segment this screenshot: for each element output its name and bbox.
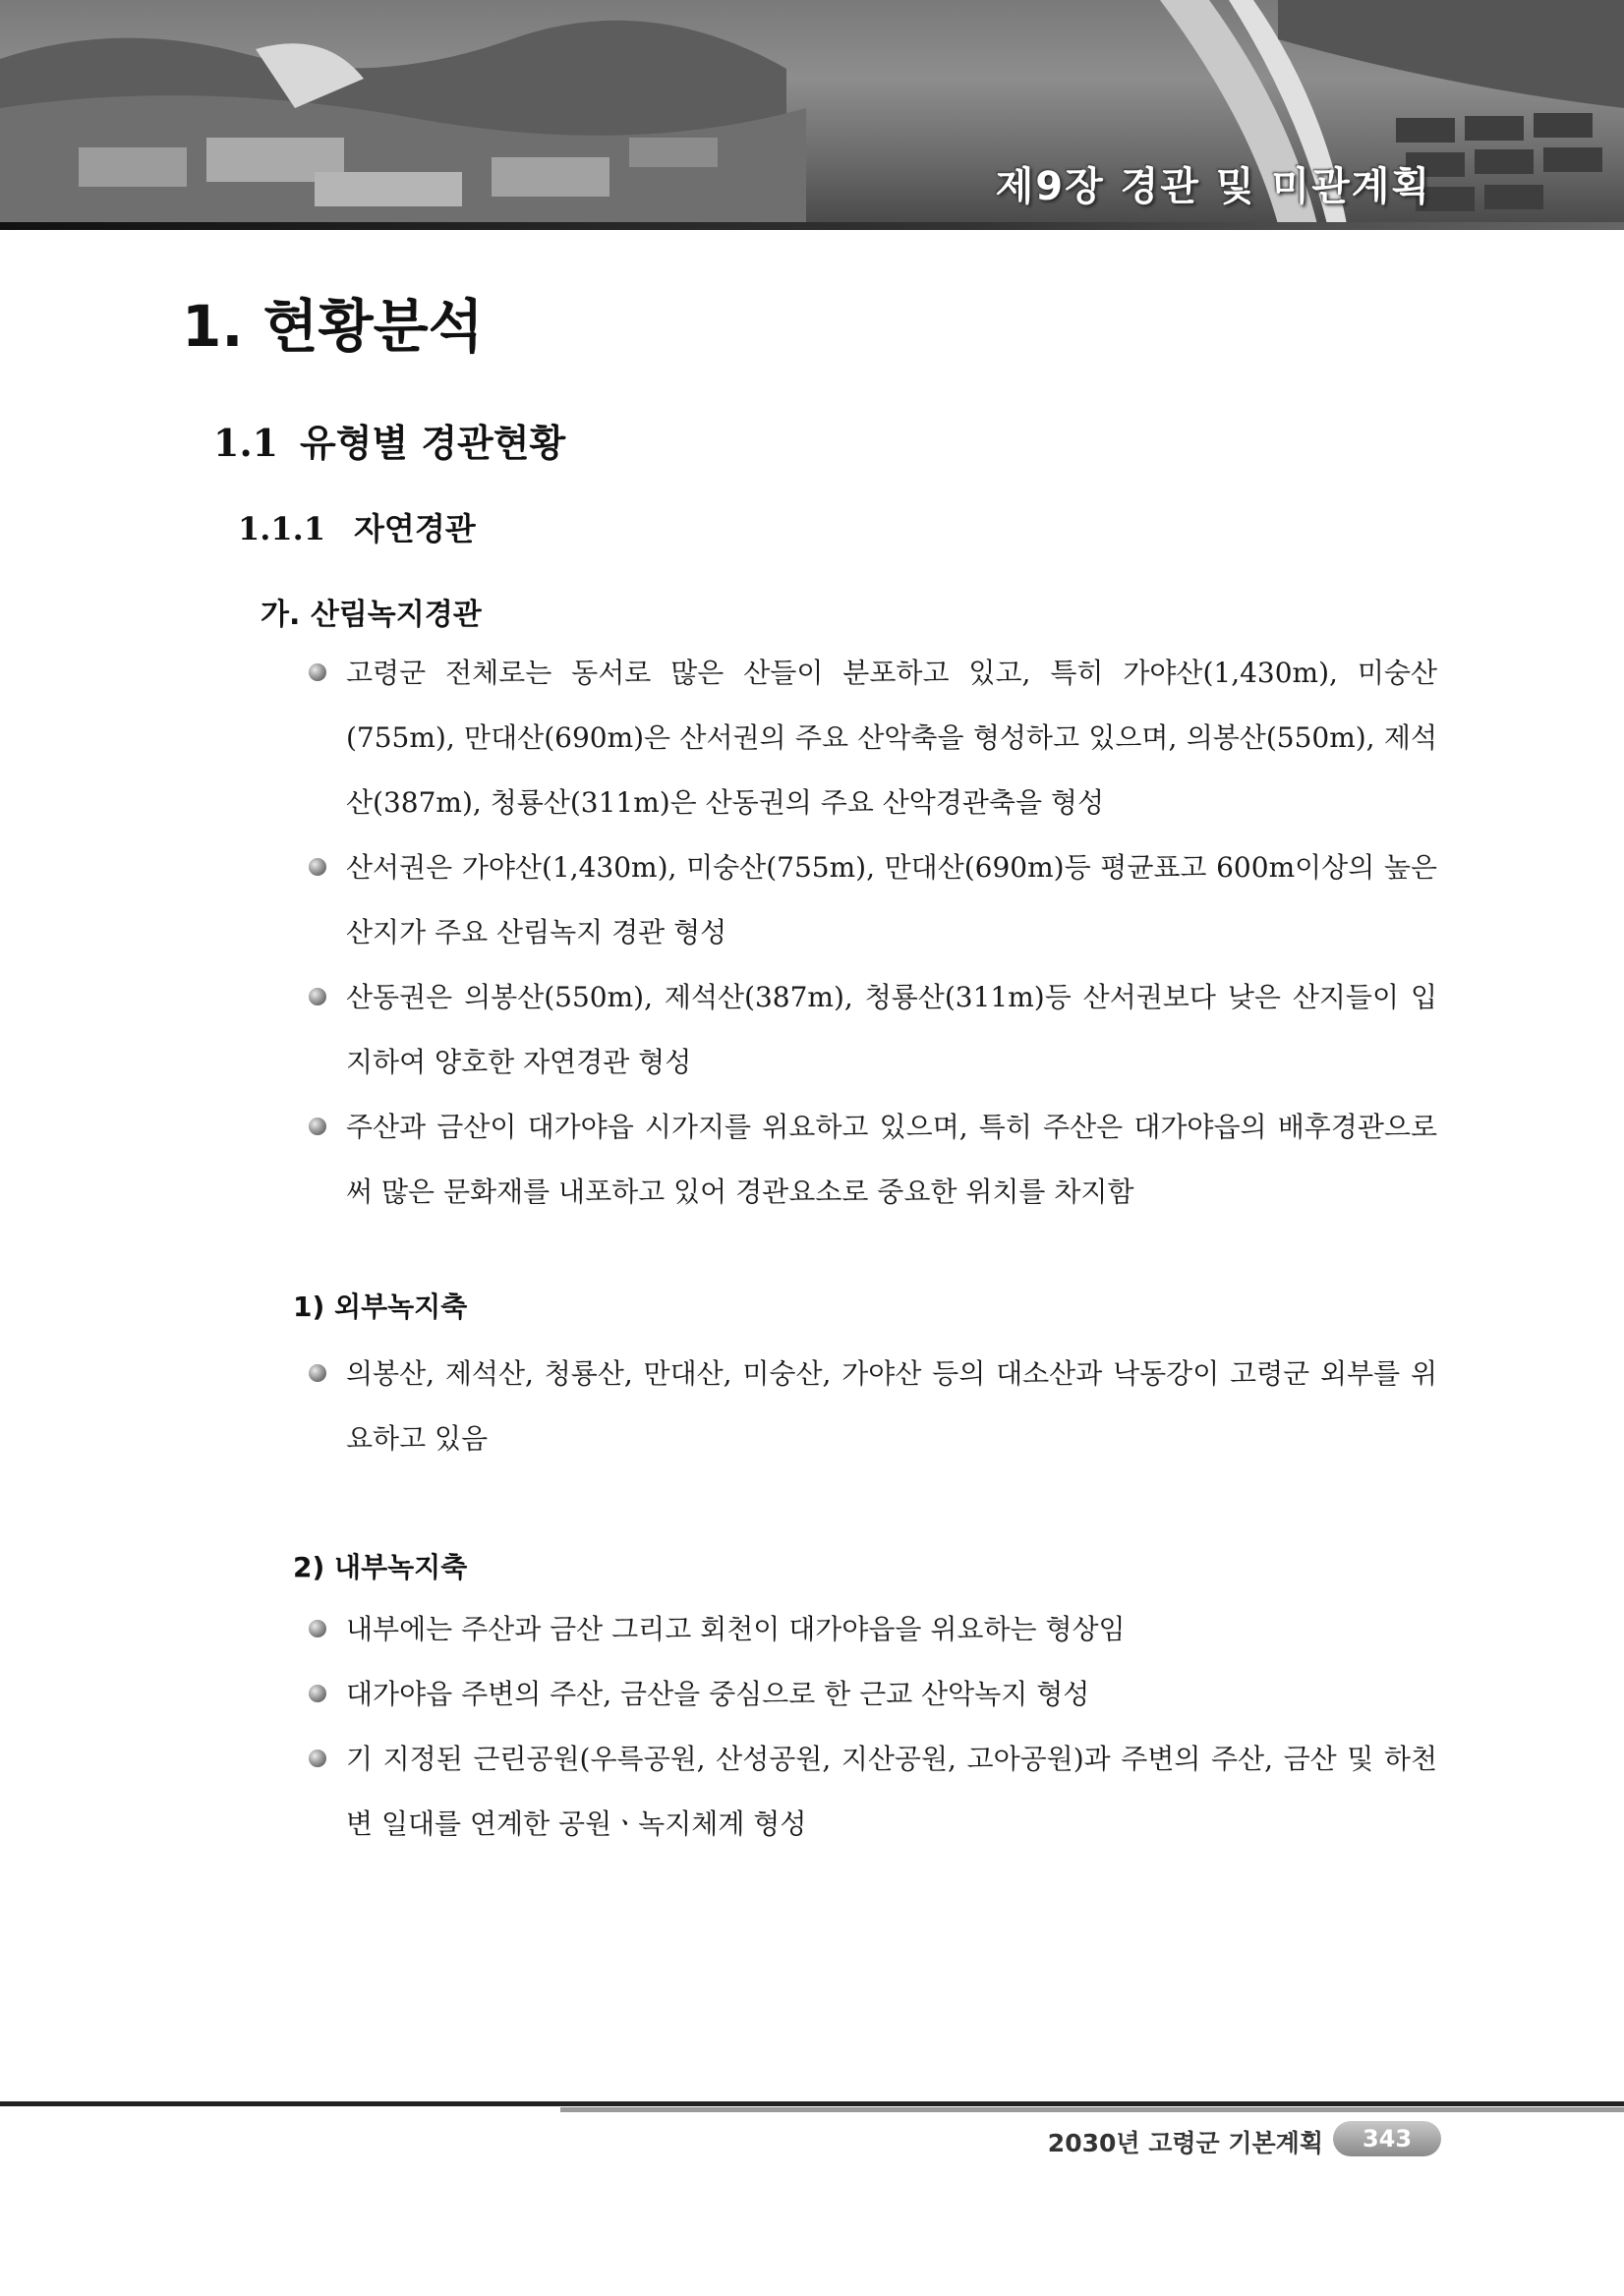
intro-bullet-list xyxy=(307,641,1437,1225)
list-item: 주산과 금산이 대가야읍 시가지를 위요하고 있으며, 특히 주산은 대가야읍의 배후경관으로써 많은 문화재를 내포하고 있어 경관요소로 중요한 위치를 차지함 xyxy=(307,1095,1437,1225)
list-item: 내부에는 주산과 금산 그리고 회천이 대가야읍을 위요하는 형상임 xyxy=(307,1597,1437,1662)
footer-divider xyxy=(0,2101,1624,2113)
header-divider xyxy=(0,222,1624,230)
list-item: 대가야읍 주변의 주산, 금산을 중심으로 한 근교 산악녹지 형성 xyxy=(307,1662,1437,1727)
subsubsection-number: 1.1.1 xyxy=(238,510,326,547)
footer-book-title: 2030년 고령군 기본계획 xyxy=(1047,2129,1323,2157)
bullet-icon xyxy=(309,858,326,876)
list-item: 의봉산, 제석산, 청룡산, 만대산, 미숭산, 가야산 등의 대소산과 낙동강이 고령군 외부를 위요하고 있음 xyxy=(307,1342,1437,1471)
subsubsection-title: 자연경관 xyxy=(354,510,476,547)
bullet-icon xyxy=(309,1750,326,1767)
bullet-icon xyxy=(309,663,326,681)
outer-bullet-list xyxy=(307,1342,1437,1471)
bullet-icon xyxy=(309,988,326,1005)
section-heading: 1. 현황분석 xyxy=(182,293,484,360)
bullet-icon xyxy=(309,1364,326,1382)
footer-divider-thick xyxy=(0,2101,1624,2106)
subsection-heading xyxy=(213,413,565,467)
list-item: 산동권은 의봉산(550m), 제석산(387m), 청룡산(311m)등 산서권보다 낮은 산지들이 입지하여 양호한 자연경관 형성 xyxy=(307,965,1437,1095)
bullet-icon xyxy=(309,1620,326,1637)
subsection-title: 유형별 경관현황 xyxy=(300,422,566,465)
inner-green-axis-heading: 2) 내부녹지축 xyxy=(293,1551,468,1583)
list-item: 산서권은 가야산(1,430m), 미숭산(755m), 만대산(690m)등 평균표고 600m이상의 높은 산지가 주요 산림녹지 경관 형성 xyxy=(307,835,1437,965)
outer-green-axis-heading: 1) 외부녹지축 xyxy=(293,1291,468,1323)
list-item: 기 지정된 근린공원(우륵공원, 산성공원, 지산공원, 고아공원)과 주변의 주산, 금산 및 하천변 일대를 연계한 공원ㆍ녹지체계 형성 xyxy=(307,1727,1437,1857)
header-banner-photo xyxy=(0,0,1624,224)
category-heading: 가. 산림녹지경관 xyxy=(261,598,482,632)
list-item: 고령군 전체로는 동서로 많은 산들이 분포하고 있고, 특히 가야산(1,430m), 미숭산(755m), 만대산(690m)은 산서권의 주요 산악축을 형성하고 있으며, 의봉산(550m), 제석산(387m), 청룡산(311m)은 산동권의 주요 산악경관축을 형성 xyxy=(307,641,1437,835)
page-number-badge: 343 xyxy=(1333,2121,1441,2156)
subsection-number: 1.1 xyxy=(213,421,279,465)
chapter-title: 제9장 경관 및 미관계획 xyxy=(995,164,1431,209)
bullet-icon xyxy=(309,1685,326,1702)
subsubsection-heading xyxy=(238,504,476,549)
footer-divider-thin xyxy=(560,2107,1624,2112)
bullet-icon xyxy=(309,1118,326,1135)
inner-bullet-list xyxy=(307,1597,1437,1857)
